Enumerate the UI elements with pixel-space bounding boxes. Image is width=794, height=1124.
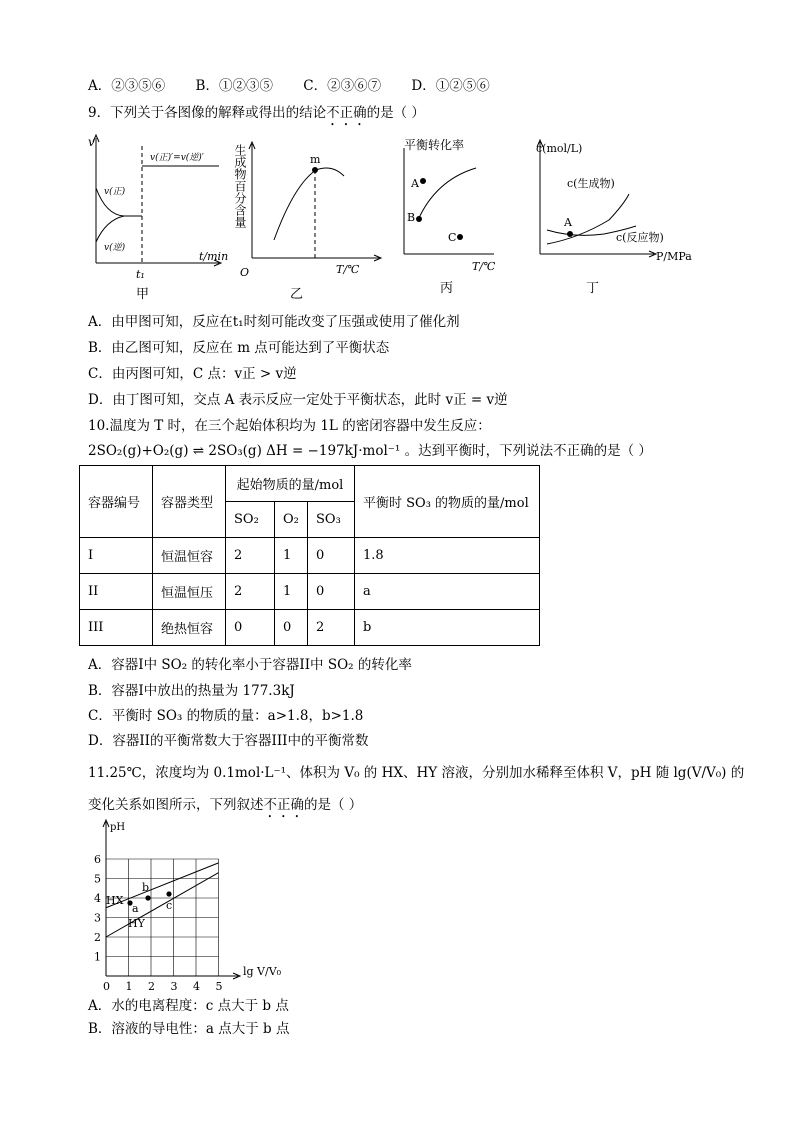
- graph-yi: [233, 142, 381, 302]
- q11-label-hx: HX: [106, 894, 124, 907]
- q8-option-d: D．①②⑤⑥: [411, 78, 490, 94]
- th-eq: 平衡时 SO₃ 的物质的量/mol: [355, 466, 540, 538]
- q9-option-a: A．由甲图可知，反应在t₁时刻可能改变了压强或使用了催化剂: [88, 314, 460, 330]
- ding-point-a: A: [564, 216, 572, 229]
- q11-option-a: A．水的电离程度：c 点大于 b 点: [88, 998, 289, 1014]
- th-so2: SO₂: [226, 502, 275, 538]
- q11-graph: [88, 814, 288, 994]
- bing-point-c: C: [448, 231, 457, 244]
- bing-x-label: T/℃: [472, 260, 496, 273]
- q8-option-b: B．①②③⑤: [195, 78, 273, 94]
- y-tick-label: 3: [94, 911, 101, 925]
- yi-x-label: T/℃: [336, 263, 360, 276]
- x-tick-label: 1: [125, 980, 133, 993]
- q10-option-b: B．容器I中放出的热量为 177.3kJ: [88, 683, 295, 699]
- q11-x-label: lg V/V₀: [243, 965, 282, 978]
- yi-origin: O: [240, 266, 250, 279]
- q11-label-hy: HY: [128, 917, 145, 930]
- y-tick-label: 6: [94, 853, 101, 866]
- q8-option-c: C．②③⑥⑦: [303, 78, 382, 94]
- jia-y-label: v: [88, 135, 95, 149]
- q9-option-b: B．由乙图可知，反应在 m 点可能达到了平衡状态: [88, 340, 390, 356]
- graph-ding: [536, 140, 692, 296]
- q11-stem-2: 变化关系如图所示，下列叙述不正确的是（ ）: [88, 797, 363, 813]
- bing-point-b: B: [407, 211, 416, 224]
- y-tick-label: 2: [94, 931, 101, 944]
- q11-stem-1: 11.25℃，浓度均为 0.1mol·L⁻¹、体积为 V₀ 的 HX、HY 溶液，分别加水稀释至体积 V，pH 随 lg(V/V₀) 的: [88, 765, 745, 781]
- q8-options: [88, 77, 516, 95]
- th-id: 容器编号: [80, 466, 153, 538]
- q10-option-d: D．容器II的平衡常数大于容器III中的平衡常数: [88, 733, 369, 749]
- q11-option-b: B．溶液的导电性：a 点大于 b 点: [88, 1021, 290, 1037]
- x-tick-label: 5: [215, 980, 223, 993]
- q10-stem-2: 2SO₂(g)+O₂(g) ⇌ 2SO₃(g) ΔH = −197kJ·mol⁻¹ 。达到平衡时，下列说法不正确的是（ ）: [88, 443, 652, 459]
- ding-y-label: c(mol/L): [536, 142, 583, 155]
- yi-caption: 乙: [290, 287, 304, 302]
- y-tick-label: 5: [94, 872, 101, 886]
- q9-option-c: C．由丙图可知，C 点：v正 > v逆: [88, 366, 297, 382]
- q10-stem-1: 10.温度为 T 时，在三个起始体积均为 1L 的密闭容器中发生反应：: [88, 418, 491, 434]
- x-tick-label: 4: [193, 980, 200, 993]
- ding-curve2: c(反应物): [616, 231, 664, 244]
- bing-point-a: A: [411, 177, 419, 190]
- th-type: 容器类型: [153, 466, 226, 538]
- th-so3: SO₃: [308, 502, 355, 538]
- q9-option-d: D．由丁图可知，交点 A 表示反应一定处于平衡状态，此时 v正 = v逆: [88, 392, 508, 408]
- q11-y-ticks: [94, 853, 101, 964]
- jia-legend: v(正)′=v(逆)′: [150, 153, 204, 163]
- ding-x-label: P/MPa: [656, 250, 692, 263]
- yi-point-m: m: [310, 153, 321, 166]
- ding-caption: 丁: [586, 281, 600, 296]
- y-tick-label: 4: [94, 892, 101, 905]
- q8-option-a: A．②③⑤⑥: [88, 78, 166, 94]
- graph-bing: [404, 137, 496, 296]
- q11-point-c: c: [166, 899, 173, 912]
- graph-jia: [88, 135, 228, 302]
- jia-x-label: t/min: [199, 250, 229, 263]
- bing-curve: [418, 168, 476, 220]
- ding-curve1: c(生成物): [567, 177, 615, 190]
- q11-grid: [106, 859, 219, 976]
- th-start: 起始物质的量/mol: [226, 466, 355, 502]
- yi-curve: [274, 168, 344, 240]
- q10-option-a: A．容器I中 SO₂ 的转化率小于容器II中 SO₂ 的转化率: [88, 657, 412, 673]
- jia-caption: 甲: [136, 287, 150, 302]
- y-tick-label: 1: [94, 950, 101, 964]
- x-tick-label: 0: [103, 980, 110, 993]
- q11-point-b: b: [142, 881, 150, 894]
- q9-stem: 9．下列关于各图像的解释或得出的结论不正确的是（ ）: [88, 105, 425, 121]
- x-tick-label: 3: [170, 980, 178, 993]
- bing-caption: 丙: [440, 281, 454, 296]
- q11-point-a: a: [132, 902, 139, 915]
- q10-option-c: C．平衡时 SO₃ 的物质的量：a>1.8，b>1.8: [88, 708, 364, 724]
- x-tick-label: 2: [148, 980, 155, 993]
- th-o2: O₂: [275, 502, 308, 538]
- q11-y-label: pH: [110, 822, 126, 833]
- jia-t1: t₁: [136, 268, 145, 281]
- table-row: I 恒温恒容 2 1 0 1.8: [80, 538, 540, 574]
- q11-x-ticks: [103, 980, 223, 993]
- jia-reverse-curve: [96, 216, 124, 242]
- jia-v-forward: v(正): [104, 187, 126, 197]
- yi-y-label: 生成物百分含量: [233, 144, 247, 228]
- q9-graphs: [84, 130, 704, 302]
- table-row: II 恒温恒压 2 1 0 a: [80, 574, 540, 610]
- jia-v-reverse: v(逆): [104, 243, 126, 253]
- q10-table: [79, 465, 540, 646]
- bing-y-label: 平衡转化率: [404, 138, 465, 152]
- table-row: III 绝热恒容 0 0 2 b: [80, 610, 540, 646]
